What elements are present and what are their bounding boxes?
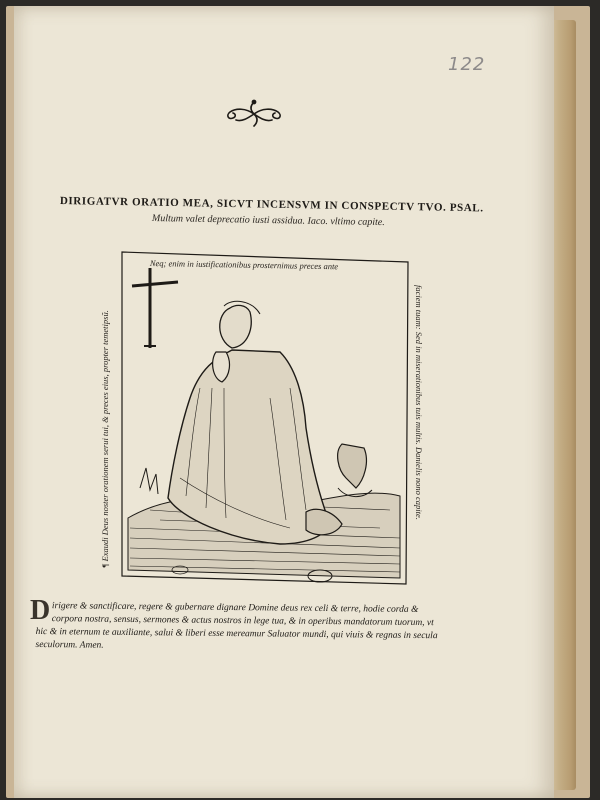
prayer-line: corpora nostra, sensus, sermones & actus nostros in lege tua, & in operibus mandatorum tuorum, vt (51, 614, 434, 629)
heading-line-2: Multum valet deprecatio iusti assidua. Iaco. vltimo capite. (151, 213, 385, 229)
prayer-dropcap: D (30, 595, 51, 626)
heading-line-1: DIRIGATVR ORATIO MEA, SICVT INCENSVM IN CONSPECTV TVO. PSAL. (59, 195, 484, 215)
woodcut-border-top: Neq; enim in iustificationibus prosternimus preces ante (149, 258, 339, 272)
woodcut-illustration (120, 248, 410, 588)
prayer-line: hic & in eternum te auxiliante, salui & liberi esse mereamur Saluator mundi, qui viuis & regnas in secula (35, 626, 438, 642)
woodcut-border-left: ¶ Exaudi Deus noster orationem serui tui, & preces eius, propter temetipsũ. (100, 310, 110, 568)
prayer-line: irigere & sanctificare, regere & gubernare dignare Domine deus rex celi & terre, hodie corda & (51, 601, 419, 616)
prayer-text (35, 600, 506, 657)
prayer-line: seculorum. Amen. (35, 639, 104, 651)
woodcut-border-right: faciem tuam: Sed in miserationibus tuis multis. Danielis nono capite. (414, 285, 424, 520)
ornament-icon (222, 96, 286, 132)
folio-number: 122 (448, 54, 486, 75)
